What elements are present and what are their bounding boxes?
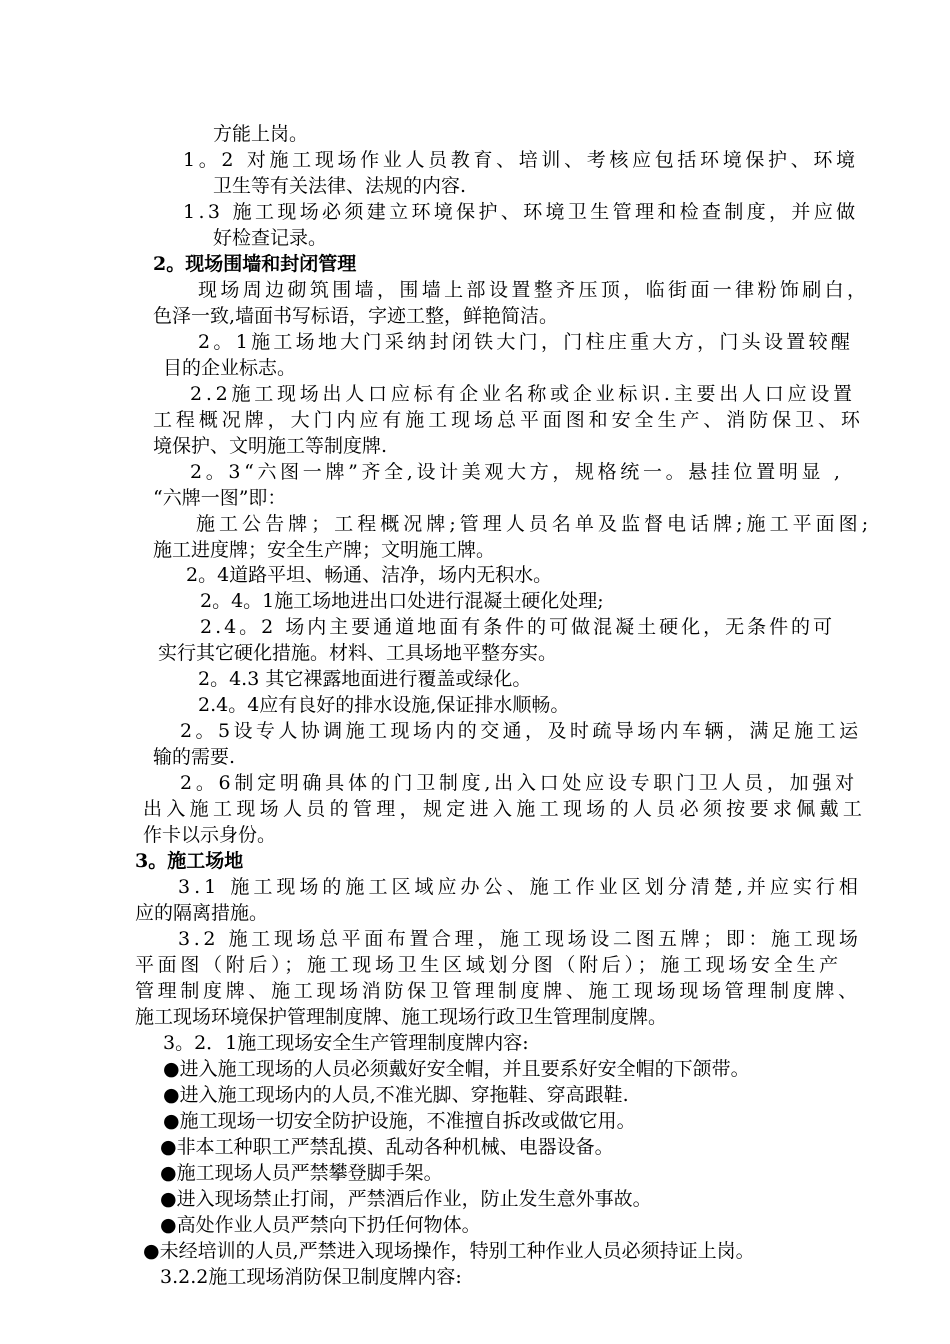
text-line: 3.2.2施工现场消防保卫制度牌内容: <box>160 1266 462 1288</box>
text-line: 3.2 施工现场总平面布置合理，施工现场设二图五牌；即：施工现场 <box>178 928 862 950</box>
text-line: ●进入现场禁止打闹，严禁酒后作业，防止发生意外事故。 <box>160 1188 652 1210</box>
text-line: 好检查记录。 <box>213 227 328 249</box>
text-line: ●进入施工现场的人员必须戴好安全帽，并且要系好安全帽的下颌带。 <box>163 1058 750 1080</box>
text-line: 色泽一致,墙面书写标语，字迹工整，鲜艳简洁。 <box>153 305 559 327</box>
text-line: 施工进度牌；安全生产牌；文明施工牌。 <box>153 539 496 561</box>
text-line: 作卡以示身份。 <box>143 824 277 846</box>
text-line: 3。2．1施工现场安全生产管理制度牌内容: <box>163 1032 529 1054</box>
text-line: 现场周边砌筑围墙，围墙上部设置整齐压顶，临街面一律粉饰刷白， <box>198 279 870 301</box>
text-line: ●施工现场人员严禁攀登脚手架。 <box>160 1162 443 1184</box>
text-line: 2。5设专人协调施工现场内的交通，及时疏导场内车辆，满足施工运 <box>180 720 862 742</box>
text-line: 工程概况牌，大门内应有施工现场总平面图和安全生产、消防保卫、环 <box>153 409 864 431</box>
text-line: 方能上岗。 <box>213 123 309 145</box>
text-line: 2。4.3 其它裸露地面进行覆盖或绿化。 <box>198 668 532 690</box>
text-line: 境保护、文明施工等制度牌. <box>153 435 388 457</box>
text-line: 施工公告牌；工程概况牌;管理人员名单及监督电话牌;施工平面图; <box>196 513 873 535</box>
text-line: 2。6制定明确具体的门卫制度,出入口处应设专职门卫人员，加强对 <box>180 772 858 794</box>
text-line: 卫生等有关法律、法规的内容. <box>213 175 467 197</box>
text-line: 2。4道路平坦、畅通、洁净，场内无积水。 <box>186 564 553 586</box>
text-line: 2。4。1施工场地进出口处进行混凝土硬化处理; <box>200 590 604 612</box>
text-line: 输的需要. <box>153 746 236 768</box>
text-line: ●进入施工现场内的人员,不准光脚、穿拖鞋、穿高跟鞋. <box>163 1084 629 1106</box>
section-heading: 3。施工场地 <box>135 850 244 872</box>
text-line: ●未经培训的人员,严禁进入现场操作，特别工种作业人员必须持证上岗。 <box>143 1240 755 1262</box>
text-line: “六牌一图”即： <box>153 487 287 509</box>
text-line: 2。3“六图一牌”齐全,设计美观大方，规格统一。悬挂位置明显 , <box>190 461 844 483</box>
text-line: ●非本工种职工严禁乱摸、乱动各种机械、电器设备。 <box>160 1136 614 1158</box>
text-line: 1.3 施工现场必须建立环境保护、环境卫生管理和检查制度，并应做 <box>183 201 859 223</box>
text-line: 平面图（附后）；施工现场卫生区域划分图（附后）；施工现场安全生产 <box>135 954 842 976</box>
text-line: 施工现场环境保护管理制度牌、施工现场行政卫生管理制度牌。 <box>135 1006 668 1028</box>
text-line: ●高处作业人员严禁向下扔任何物体。 <box>160 1214 481 1236</box>
text-line: 目的企业标志。 <box>163 357 297 379</box>
text-line: 2.2施工现场出人口应标有企业名称或企业标识.主要出人口应设置 <box>190 383 856 405</box>
section-heading: 2。现场围墙和封闭管理 <box>153 253 357 275</box>
text-line: 1。2 对施工现场作业人员教育、培训、考核应包括环境保护、环境 <box>183 149 859 171</box>
text-line: 2.4。4应有良好的排水设施,保证排水顺畅。 <box>198 694 570 716</box>
text-line: 管理制度牌、施工现场消防保卫管理制度牌、施工现场现场管理制度牌、 <box>135 980 861 1002</box>
text-line: 3.1 施工现场的施工区域应办公、施工作业区划分清楚,并应实行相 <box>178 876 862 898</box>
text-line: 应的隔离措施。 <box>135 902 269 924</box>
text-line: ●施工现场一切安全防护设施，不准擅自拆改或做它用。 <box>163 1110 636 1132</box>
text-line: 2.4。2 场内主要通道地面有条件的可做混凝土硬化，无条件的可 <box>200 616 836 638</box>
text-line: 出入施工现场人员的管理，规定进入施工现场的人员必须按要求佩戴工 <box>143 798 867 820</box>
text-line: 2。1施工场地大门采纳封闭铁大门，门柱庄重大方，门头设置较醒 <box>198 331 854 353</box>
text-line: 实行其它硬化措施。材料、工具场地平整夯实。 <box>158 642 558 664</box>
